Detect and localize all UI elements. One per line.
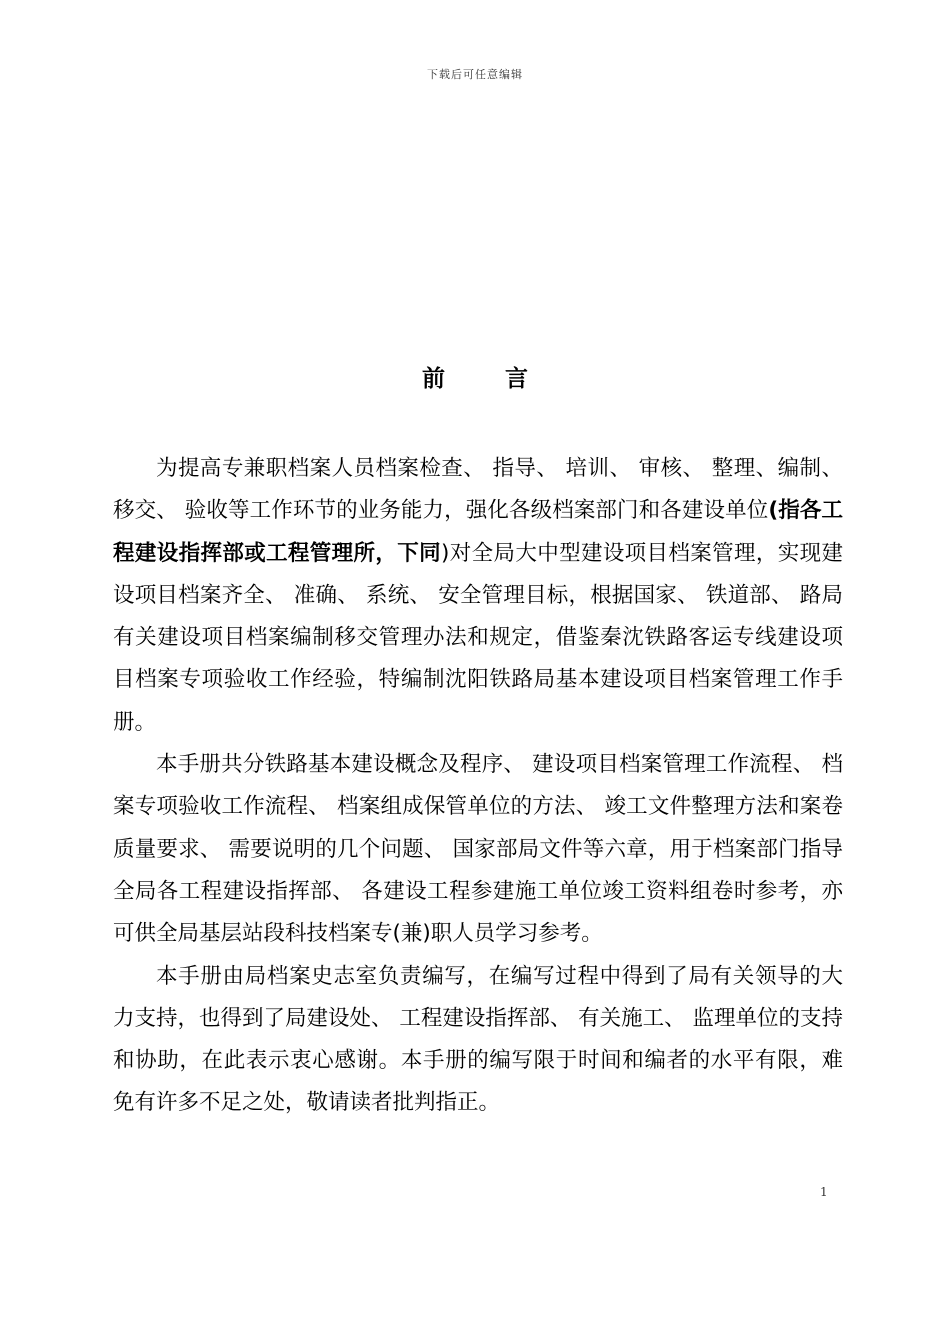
- paragraph-1-text-a: 为提高专兼职档案人员档案检查、 指导、 培训、 审核、 整理、编制、 移交、 验收等工作环节的业务能力，强化各级档案部门和各建设单位: [113, 456, 843, 524]
- paragraph-1-text-b: )对全局大中型建设项目档案管理，实现建设项目档案齐全、 准确、 系统、 安全管理目标，根据国家、 铁道部、 路局有关建设项目档案编制移交管理办法和规定，借鉴秦沈铁路客运专线建设项目档案专项验收工作经验，特编制沈阳铁路局基本建设项目档案管理工作手册。: [113, 540, 843, 735]
- paragraph-2: 本手册共分铁路基本建设概念及程序、 建设项目档案管理工作流程、 档案专项验收工作流程、 档案组成保管单位的方法、 竣工文件整理方法和案卷质量要求、 需要说明的几个问题、 国家部局文件等六章，用于档案部门指导全局各工程建设指挥部、 各建设工程参建施工单位竣工资料组卷时参考，亦可供全局基层站段科技档案专(兼)职人员学习参考。: [113, 752, 843, 947]
- paragraph-3: 本手册由局档案史志室负责编写，在编写过程中得到了局有关领导的大力支持，也得到了局建设处、 工程建设指挥部、 有关施工、 监理单位的支持和协助，在此表示衷心感谢。本手册的编写限于时间和编者的水平有限，难免有许多不足之处，敬请读者批判指正。: [113, 963, 844, 1116]
- header-note: 下载后可任意编辑: [427, 68, 523, 81]
- paragraph-1: [113, 448, 843, 744]
- body-content: [113, 448, 843, 1125]
- page-number: 1: [820, 1185, 828, 1199]
- page-title: 前言: [422, 366, 588, 392]
- paragraph-1-bold-note: (指各工程建设指挥部或工程管理所，下同: [113, 498, 843, 566]
